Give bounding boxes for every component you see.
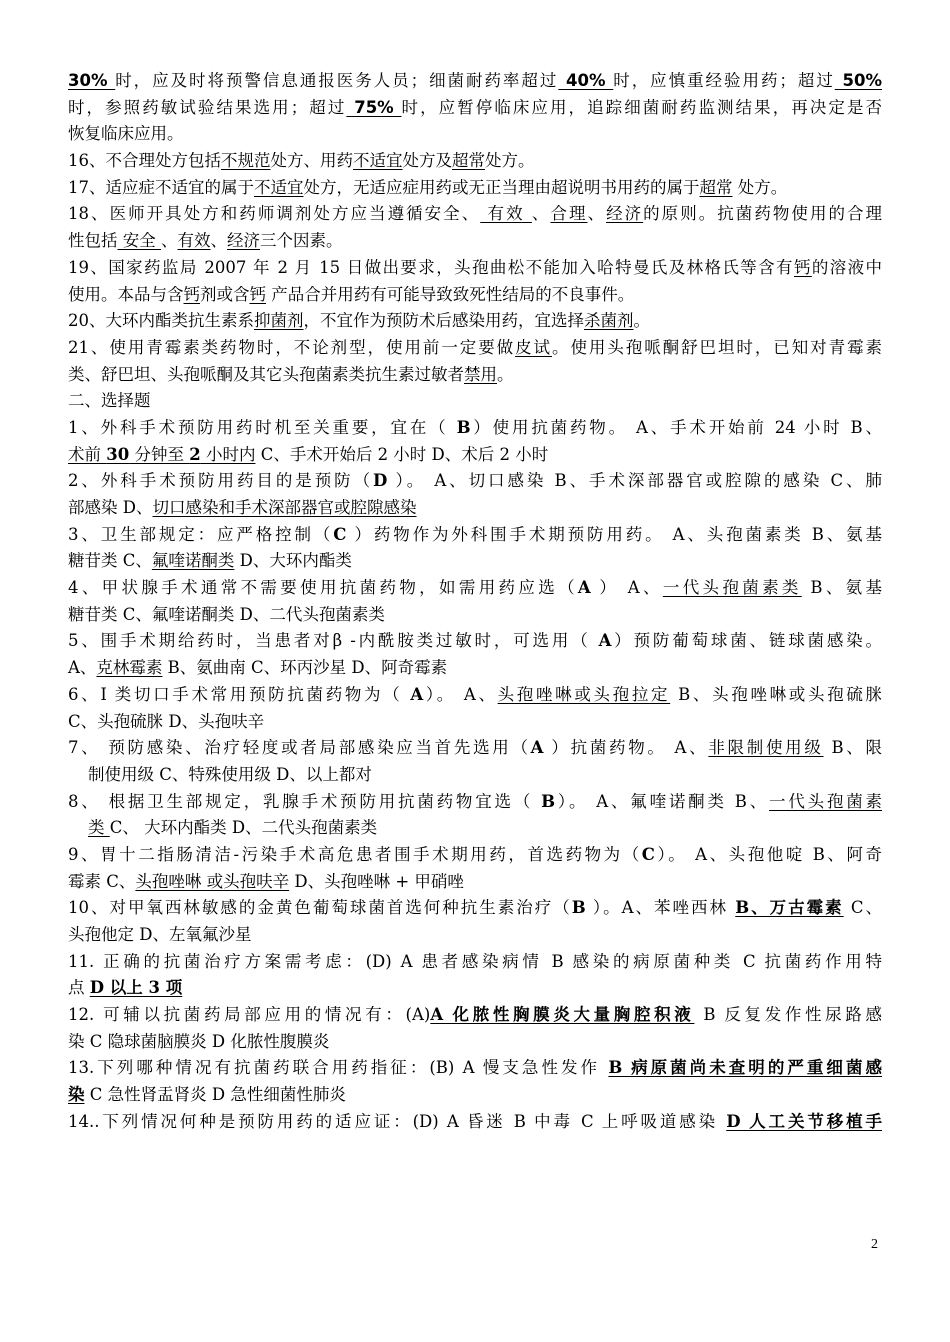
underlined-answer: 非限制使用级 bbox=[708, 738, 824, 758]
text-segment: ）药物作为外科围手术期预防用药。 A、头孢菌素类 B、氨基 bbox=[346, 524, 882, 544]
text-segment: ） A、 bbox=[590, 578, 663, 598]
underlined-answer: 氟喹诺酮类 bbox=[151, 551, 235, 571]
text-segment: C bbox=[641, 844, 655, 864]
text-segment: 剂或含 bbox=[200, 284, 250, 304]
text-segment: 处方。 bbox=[732, 177, 788, 197]
text-segment: A bbox=[577, 578, 591, 598]
text-segment: ）预防葡萄球菌、链球菌感染。 bbox=[611, 631, 883, 651]
underlined-answer: 染 bbox=[68, 1085, 85, 1105]
text-segment: B、氨曲南 C、环丙沙星 D、阿奇霉素 bbox=[162, 658, 448, 678]
text-segment: 5、围手术期给药时，当患者对β -内酰胺类过敏时，可选用（ bbox=[68, 631, 599, 651]
underlined-answer: 一代头孢菌素 bbox=[769, 791, 883, 811]
text-segment: ）。 A、 bbox=[423, 684, 498, 704]
text-segment: 14..下列情况何种是预防用药的适应证：(D) A 昏迷 B 中毒 C 上呼吸道感染 bbox=[68, 1111, 727, 1131]
underlined-answer: D 以上 3 项 bbox=[89, 978, 183, 998]
underlined-answer: 超常 bbox=[699, 177, 733, 197]
underlined-answer: A 化脓性胸膜炎大量胸腔积液 bbox=[430, 1005, 695, 1025]
text-line bbox=[68, 895, 882, 922]
text-line bbox=[68, 602, 882, 629]
underlined-answer: 40% bbox=[558, 71, 614, 90]
text-line bbox=[68, 842, 882, 869]
underlined-answer: 克林霉素 bbox=[96, 658, 163, 678]
underlined-answer: 不适宜 bbox=[254, 177, 304, 197]
text-line bbox=[68, 442, 882, 469]
text-segment: 13.下列哪种情况有抗菌药联合用药指征：(B) A 慢支急性发作 bbox=[68, 1058, 609, 1078]
text-line bbox=[68, 975, 882, 1002]
underlined-answer: 安全 bbox=[117, 231, 161, 251]
underlined-answer: 30 bbox=[106, 444, 130, 464]
text-segment: 10、对甲氧西林敏感的金黄色葡萄球菌首选何种抗生素治疗（ bbox=[68, 898, 572, 918]
text-segment: 糖苷类 C、 bbox=[68, 551, 152, 571]
text-segment: ）。 A、氟喹诺酮类 B、 bbox=[555, 791, 770, 811]
text-segment: 产品合并用药有可能导致致死性结局的不良事件。 bbox=[266, 284, 635, 304]
underlined-answer: 有效 bbox=[480, 204, 532, 224]
text-line bbox=[68, 308, 882, 335]
text-segment: C、 大环内酯类 D、二代头孢菌素类 bbox=[109, 818, 378, 838]
text-segment: B、氨基 bbox=[801, 578, 883, 598]
text-line bbox=[68, 95, 882, 122]
text-line bbox=[68, 255, 882, 282]
underlined-answer: 有效 bbox=[177, 231, 211, 251]
text-segment: 16、不合理处方包括 bbox=[68, 151, 221, 171]
underlined-answer: 禁用 bbox=[464, 364, 497, 384]
text-line bbox=[68, 548, 882, 575]
text-line bbox=[68, 495, 882, 522]
text-line bbox=[68, 815, 882, 842]
text-segment: B bbox=[541, 791, 556, 811]
text-segment: 性包括 bbox=[68, 231, 118, 251]
text-segment: 霉素 C、 bbox=[68, 871, 136, 891]
text-segment: B 反复发作性尿路感 bbox=[694, 1005, 883, 1025]
text-segment: A bbox=[410, 684, 424, 704]
underlined-answer: 经济 bbox=[227, 231, 260, 251]
text-segment: D bbox=[373, 471, 388, 491]
text-segment: 处方，无适应症用药或无正当理由超说明书用药的属于 bbox=[303, 177, 700, 197]
text-segment: 7、 预防感染、治疗轻度或者局部感染应当首先选用（ bbox=[68, 738, 531, 758]
text-segment: ，不宜作为预防术后感染用药，宜选择 bbox=[303, 311, 584, 331]
text-segment: 处方。 bbox=[485, 151, 535, 171]
text-segment: 18、医师开具处方和药师调剂处方应当遵循安全、 bbox=[68, 204, 481, 224]
underlined-answer: 2 bbox=[189, 444, 201, 464]
underlined-answer: 抑菌剂 bbox=[254, 311, 304, 331]
text-segment: 恢复临床应用。 bbox=[68, 124, 184, 144]
text-segment: ）。 A、切口感染 B、手术深部器官或腔隙的感染 C、肺 bbox=[387, 471, 882, 491]
text-line bbox=[68, 121, 882, 148]
underlined-answer: 分钟至 bbox=[129, 444, 190, 464]
text-segment: C bbox=[333, 524, 347, 544]
text-line bbox=[68, 922, 882, 949]
text-line bbox=[68, 388, 882, 415]
text-segment: 9、胃十二指肠清洁-污染手术高危患者围手术期用药，首选药物为（ bbox=[68, 844, 642, 864]
underlined-answer: 头孢唑啉 或头孢呋辛 bbox=[135, 871, 290, 891]
text-segment: ）使用抗菌药物。 A、手术开始前 24 小时 B、 bbox=[470, 417, 882, 437]
text-line bbox=[68, 1109, 882, 1136]
text-segment: 时，应暂停临床应用，追踪细菌耐药监测结果，再决定是否 bbox=[401, 97, 883, 117]
text-line bbox=[68, 335, 882, 362]
text-line bbox=[68, 201, 882, 228]
text-segment: B、头孢唑啉或头孢硫脒 bbox=[670, 684, 882, 704]
text-line bbox=[68, 362, 882, 389]
text-segment: 头孢他定 D、左氧氟沙星 bbox=[68, 925, 252, 944]
text-line bbox=[68, 1055, 882, 1082]
text-segment: B、限 bbox=[823, 738, 883, 758]
text-line bbox=[68, 282, 882, 309]
underlined-answer: 小时内 bbox=[200, 444, 256, 464]
underlined-answer: 术前 bbox=[68, 444, 107, 464]
text-segment: 类、舒巴坦、头孢哌酮及其它头孢菌素类抗生素过敏者 bbox=[68, 364, 464, 384]
text-segment: 3、卫生部规定：应严格控制（ bbox=[68, 524, 334, 544]
text-segment: 制使用级 C、特殊使用级 D、以上都对 bbox=[88, 764, 372, 784]
underlined-answer: 不规范 bbox=[221, 151, 271, 171]
text-segment: C、手术开始后 2 小时 D、术后 2 小时 bbox=[255, 444, 549, 464]
text-segment: 时，应慎重经验用药；超过 bbox=[613, 71, 835, 90]
text-segment: B bbox=[571, 898, 586, 918]
text-segment: 二、选择题 bbox=[68, 391, 151, 411]
underlined-answer: 合理 bbox=[550, 204, 588, 224]
text-segment: D、头孢唑啉 + 甲硝唑 bbox=[289, 871, 464, 891]
text-segment: C 急性肾盂肾炎 D 急性细菌性肺炎 bbox=[84, 1085, 346, 1105]
underlined-answer: 钙 bbox=[183, 284, 200, 304]
text-segment: A bbox=[598, 631, 612, 651]
text-segment: 糖苷类 C、氟喹诺酮类 D、二代头孢菌素类 bbox=[68, 604, 385, 624]
text-line bbox=[68, 735, 882, 762]
text-segment: 部感染 D、 bbox=[68, 498, 153, 517]
text-segment: 4、甲状腺手术通常不需要使用抗菌药物，如需用药应选（ bbox=[68, 578, 578, 598]
underlined-answer: 皮试 bbox=[515, 337, 552, 357]
underlined-answer: 切口感染和手术深部器官或腔隙感染 bbox=[152, 498, 417, 517]
text-segment: 12. 可辅以抗菌药局部应用的情况有：(A) bbox=[68, 1005, 431, 1025]
text-line bbox=[68, 522, 882, 549]
underlined-answer: 头孢唑啉或头孢拉定 bbox=[497, 684, 671, 704]
text-segment: 点 bbox=[68, 978, 90, 998]
text-line bbox=[68, 949, 882, 976]
text-segment: 8、 根据卫生部规定，乳腺手术预防用抗菌药物宜选（ bbox=[68, 791, 542, 811]
text-line bbox=[68, 468, 882, 495]
page-number: 2 bbox=[871, 1237, 878, 1252]
text-line bbox=[68, 175, 882, 202]
text-segment: ）。 A、头孢他啶 B、阿奇 bbox=[654, 844, 882, 864]
text-segment: C、 bbox=[843, 898, 882, 918]
text-segment: 1、外科手术预防用药时机至关重要，宜在（ bbox=[68, 417, 457, 437]
text-line bbox=[68, 709, 882, 736]
underlined-answer: 一代头孢菌素类 bbox=[662, 578, 802, 598]
text-segment: A bbox=[530, 738, 544, 758]
text-line bbox=[68, 869, 882, 896]
text-segment: 处方及 bbox=[402, 151, 452, 171]
text-line bbox=[68, 148, 882, 175]
text-line bbox=[68, 228, 882, 255]
document-body bbox=[68, 68, 882, 1136]
text-segment: 时，参照药敏试验结果选用；超过 bbox=[68, 97, 347, 117]
text-line bbox=[68, 68, 882, 95]
text-line bbox=[68, 789, 882, 816]
underlined-answer: 杀菌剂 bbox=[584, 311, 634, 331]
underlined-answer: 类 bbox=[88, 818, 110, 838]
text-segment: 20、大环内酯类抗生素系 bbox=[68, 311, 254, 331]
text-segment: 21、使用青霉素类药物时，不论剂型，使用前一定要做 bbox=[68, 337, 516, 357]
underlined-answer: 钙 bbox=[793, 257, 812, 277]
underlined-answer: 钙 bbox=[249, 284, 266, 304]
underlined-answer: D 人工关节移植手 bbox=[726, 1111, 882, 1131]
text-segment: 使用。本品与含 bbox=[68, 284, 184, 304]
text-segment: 、 bbox=[531, 204, 551, 224]
underlined-answer: 超常 bbox=[452, 151, 485, 171]
text-line bbox=[68, 415, 882, 442]
text-segment: 6、I 类切口手术常用预防抗菌药物为（ bbox=[68, 684, 411, 704]
text-segment: 。 bbox=[497, 364, 514, 384]
text-segment: 。 bbox=[633, 311, 650, 331]
text-line bbox=[68, 1002, 882, 1029]
text-segment: A、 bbox=[68, 658, 97, 678]
text-line bbox=[68, 1082, 882, 1109]
text-line bbox=[68, 682, 882, 709]
text-segment: ）抗菌药物。 A、 bbox=[543, 738, 709, 758]
text-segment: 、 bbox=[161, 231, 178, 251]
text-segment: 三个因素。 bbox=[260, 231, 343, 251]
text-line bbox=[68, 575, 882, 602]
underlined-answer: 75% bbox=[346, 97, 402, 117]
text-segment: ）。A、苯唑西林 bbox=[585, 898, 736, 918]
text-line bbox=[68, 655, 882, 682]
underlined-answer: B 病原菌尚未查明的严重细菌感 bbox=[608, 1058, 882, 1078]
underlined-answer: 30% bbox=[68, 71, 116, 90]
text-segment: 。使用头孢哌酮舒巴坦时，已知对青霉素 bbox=[552, 337, 883, 357]
text-segment: C、头孢硫脒 D、头孢呋辛 bbox=[68, 711, 265, 731]
text-segment: 19、国家药监局 2007 年 2 月 15 日做出要求，头孢曲松不能加入哈特曼氏及林格氏等含有 bbox=[68, 257, 794, 277]
text-line bbox=[68, 762, 882, 789]
text-segment: 、 bbox=[210, 231, 227, 251]
underlined-answer: 不适宜 bbox=[353, 151, 403, 171]
text-segment: 染 C 隐球菌脑膜炎 D 化脓性腹膜炎 bbox=[68, 1031, 330, 1051]
text-segment: 的溶液中 bbox=[811, 257, 883, 277]
underlined-answer: 50% bbox=[834, 71, 882, 90]
text-segment: D、大环内酯类 bbox=[234, 551, 352, 571]
text-segment: 、 bbox=[587, 204, 607, 224]
text-segment: 17、适应症不适宜的属于 bbox=[68, 177, 254, 197]
text-line bbox=[68, 628, 882, 655]
text-segment: 2、外科手术预防用药目的是预防（ bbox=[68, 471, 374, 491]
text-segment: 的原则。抗菌药物使用的合理 bbox=[643, 204, 883, 224]
underlined-answer: 经济 bbox=[606, 204, 644, 224]
text-segment: 处方、用药 bbox=[270, 151, 353, 171]
text-segment: 11. 正确的抗菌治疗方案需考虑：(D) A 患者感染病情 B 感染的病原菌种类 C 抗菌药作用特 bbox=[68, 951, 882, 971]
text-segment: B bbox=[456, 417, 471, 437]
text-segment: 时，应及时将预警信息通报医务人员；细菌耐药率超过 bbox=[115, 71, 559, 90]
text-line bbox=[68, 1029, 882, 1056]
underlined-answer: B、万古霉素 bbox=[735, 898, 844, 918]
